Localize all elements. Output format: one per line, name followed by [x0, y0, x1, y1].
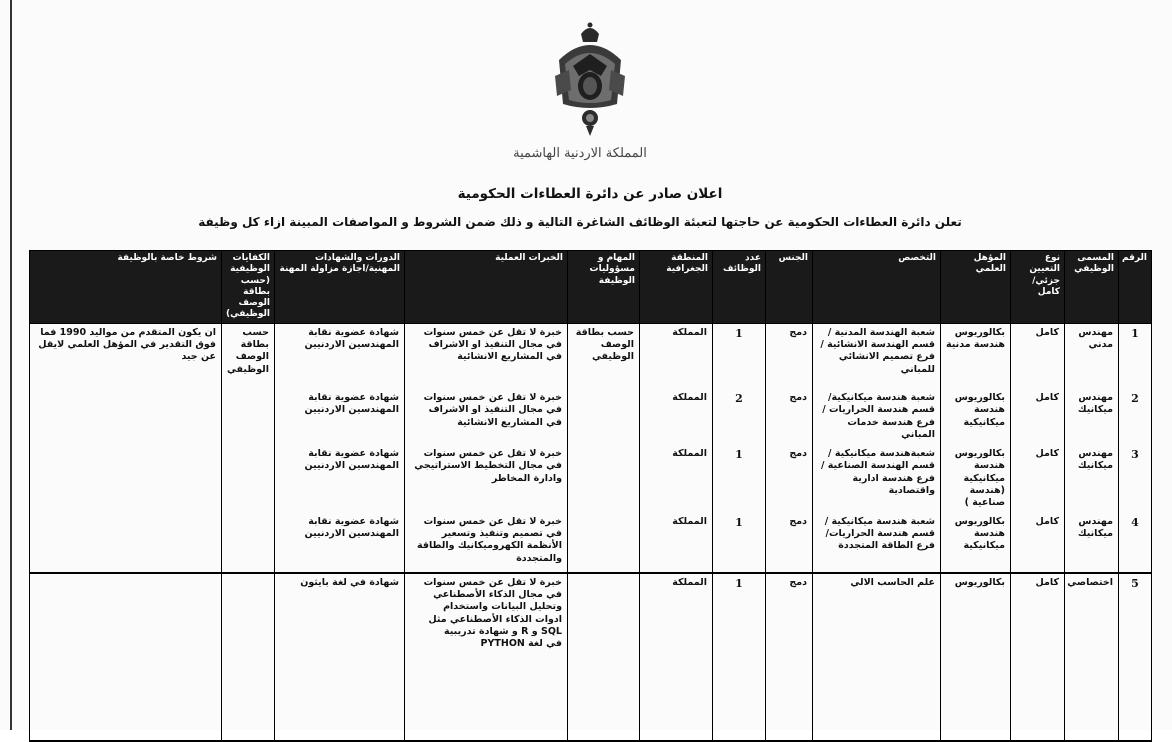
header-duties: المهام و مسؤوليات الوظيفة	[568, 251, 640, 324]
table-row	[30, 323, 1152, 389]
cell-count: 1	[713, 323, 766, 389]
table-header-row	[30, 251, 1152, 324]
header-title: المسمى الوظيفي	[1065, 251, 1119, 324]
header-region: المنطقة الجغرافية	[640, 251, 713, 324]
kingdom-name-calligraphy: المملكة الاردنية الهاشمية	[513, 146, 647, 161]
experience-line: خبرة لا تقل عن خمس سنوات	[423, 576, 562, 588]
cell-experience: خبرة لا تقل عن خمس سنوات في تصميم وتنفيذ وتسعير الأنظمة الكهروميكانيك والطاقة والمتجددة	[405, 513, 568, 573]
cell-gender: دمج	[766, 323, 813, 389]
header-appointment: نوع التعيين جزئي/كامل	[1011, 251, 1065, 324]
coat-of-arms-emblem	[551, 20, 629, 138]
cell-competencies	[222, 573, 275, 741]
experience-line: ادوات الذكاء الأصطناعي مثل	[428, 613, 562, 625]
cell-num: 4	[1119, 513, 1152, 573]
cell-appointment: كامل	[1011, 323, 1065, 389]
vacancies-table	[29, 250, 1152, 742]
cell-competencies	[222, 445, 275, 513]
cell-qualification: بكالوريوس هندسة ميكانيكية	[941, 389, 1011, 445]
cell-courses: شهادة عضوية نقابة المهندسين الاردنيين	[275, 513, 405, 573]
cell-conditions	[30, 389, 222, 445]
cell-experience: خبرة لا تقل عن خمس سنوات في مجال التنفيذ او الاشراف في المشاريع الانشائية	[405, 389, 568, 445]
header-courses: الدورات والشهادات المهنية/اجازة مزاولة المهنة	[275, 251, 405, 324]
page-left-border	[10, 0, 12, 730]
cell-competencies	[222, 513, 275, 573]
cell-courses: شهادة عضوية نقابة المهندسين الاردنيين	[275, 323, 405, 389]
cell-duties: حسب بطاقة الوصف الوظيفي	[568, 323, 640, 389]
cell-region: المملكة	[640, 513, 713, 573]
announcement-subtitle: تعلن دائرة العطاءات الحكومية عن حاجتها لتعبئة الوظائف الشاغرة التالية و ذلك ضمن الشروط و المواصفات المبينة ازاء كل وظيفة	[198, 215, 962, 229]
cell-appointment: كامل	[1011, 389, 1065, 445]
cell-region: المملكة	[640, 389, 713, 445]
header-specialization: التخصص	[813, 251, 941, 324]
experience-line: في مجال الذكاء الأصطناعي	[433, 589, 562, 601]
cell-competencies	[222, 389, 275, 445]
cell-conditions	[30, 513, 222, 573]
announcement-title: اعلان صادر عن دائرة العطاءات الحكومية	[457, 186, 723, 202]
header-gender: الجنس	[766, 251, 813, 324]
cell-courses: شهادة في لغة بايثون	[275, 573, 405, 741]
cell-specialization: علم الحاسب الالي	[813, 573, 941, 741]
cell-appointment: كامل	[1011, 445, 1065, 513]
cell-num: 3	[1119, 445, 1152, 513]
cell-experience	[405, 573, 568, 741]
cell-count: 1	[713, 573, 766, 741]
cell-courses: شهادة عضوية نقابة المهندسين الاردنيين	[275, 389, 405, 445]
cell-qualification: بكالوريوس	[941, 573, 1011, 741]
cell-appointment: كامل	[1011, 573, 1065, 741]
experience-line: وتحليل البيانات واستخدام	[443, 601, 562, 613]
cell-gender: دمج	[766, 513, 813, 573]
cell-specialization: شعبةهندسة ميكانيكية / قسم الهندسة الصناعية / فرع هندسة ادارية واقتصادية	[813, 445, 941, 513]
cell-gender: دمج	[766, 445, 813, 513]
header-qualification: المؤهل العلمي	[941, 251, 1011, 324]
cell-courses: شهادة عضوية نقابة المهندسين الاردنيين	[275, 445, 405, 513]
cell-conditions	[30, 445, 222, 513]
cell-count: 1	[713, 445, 766, 513]
cell-title: مهندس ميكانيك	[1065, 389, 1119, 445]
cell-num: 2	[1119, 389, 1152, 445]
cell-specialization: شعبة الهندسة المدنية / قسم الهندسة الانشائية / فرع تصميم الانشائي للمباني	[813, 323, 941, 389]
header-count: عدد الوظائف	[713, 251, 766, 324]
cell-num: 5	[1119, 573, 1152, 741]
experience-line: SQL و R و شهادة تدريبية	[444, 626, 562, 638]
table-row	[30, 389, 1152, 445]
cell-duties	[568, 513, 640, 573]
cell-competencies: حسب بطاقة الوصف الوظيفي	[222, 323, 275, 389]
cell-title: مهندس ميكانيك	[1065, 445, 1119, 513]
cell-gender: دمج	[766, 389, 813, 445]
cell-conditions: ان يكون المتقدم من مواليد 1990 فما فوق التقدير في المؤهل العلمي لايقل عن جيد	[30, 323, 222, 389]
cell-appointment: كامل	[1011, 513, 1065, 573]
cell-qualification: بكالوريوس هندسة ميكانيكية (هندسة صناعية )	[941, 445, 1011, 513]
cell-specialization: شعبة هندسة ميكانيكية/ قسم هندسة الحراريات / فرع هندسة خدمات المباني	[813, 389, 941, 445]
header-experience: الخبرات العملية	[405, 251, 568, 324]
cell-qualification: بكالوريوس هندسة ميكانيكية	[941, 513, 1011, 573]
table-row	[30, 445, 1152, 513]
table-row	[30, 513, 1152, 573]
cell-gender: دمج	[766, 573, 813, 741]
cell-num: 1	[1119, 323, 1152, 389]
cell-region: المملكة	[640, 573, 713, 741]
cell-experience: خبرة لا تقل عن خمس سنوات في مجال التنفيذ او الاشراف في المشاريع الانشائية	[405, 323, 568, 389]
cell-qualification: بكالوريوس هندسة مدنية	[941, 323, 1011, 389]
header-num: الرقم	[1119, 251, 1152, 324]
header-competencies: الكفايات الوظيفية (حسب بطاقة الوصف الوظيفي)	[222, 251, 275, 324]
cell-title: اختصاصي	[1065, 573, 1119, 741]
cell-specialization: شعبة هندسة ميكانيكية / قسم هندسة الحراريات/ فرع الطاقة المتجددة	[813, 513, 941, 573]
cell-title: مهندس ميكانيك	[1065, 513, 1119, 573]
cell-experience: خبرة لا تقل عن خمس سنوات في مجال التخطيط الاستراتيجي وادارة المخاطر	[405, 445, 568, 513]
cell-duties	[568, 389, 640, 445]
cell-conditions	[30, 573, 222, 741]
cell-region: المملكة	[640, 323, 713, 389]
table-row	[30, 573, 1152, 741]
cell-title: مهندس مدني	[1065, 323, 1119, 389]
cell-count: 1	[713, 513, 766, 573]
cell-count: 2	[713, 389, 766, 445]
experience-line: في لغة PYTHON	[480, 638, 562, 650]
header-conditions: شروط خاصة بالوظيفة	[30, 251, 222, 324]
cell-duties	[568, 573, 640, 741]
cell-region: المملكة	[640, 445, 713, 513]
cell-duties	[568, 445, 640, 513]
